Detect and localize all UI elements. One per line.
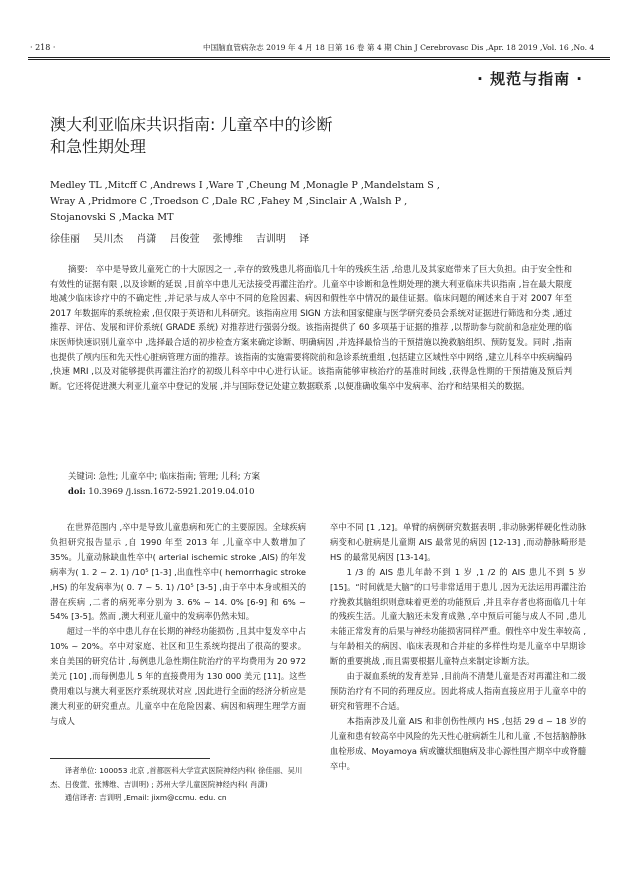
article-title bbox=[50, 114, 450, 158]
abstract bbox=[50, 262, 572, 393]
title-line-1: 澳大利亚临床共识指南: 儿童卒中的诊断 bbox=[50, 115, 333, 134]
keywords-text: 急性; 儿童卒中; 临床指南; 管理; 儿科; 方案 bbox=[98, 471, 261, 481]
doi-label: doi: bbox=[68, 486, 86, 496]
translator-list: 徐佳丽 吴川杰 肖潇 吕俊萱 张博维 吉训明 译 bbox=[50, 234, 310, 245]
footnote-rule bbox=[50, 758, 210, 759]
page-number: · 218 · bbox=[30, 43, 56, 52]
translator-affiliation: 译者单位: 100053 北京 ,首都医科大学宣武医院神经内科( 徐佳丽、吴川杰、吕俊萱、张博维、吉训明) ; 苏州大学儿童医院神经内科( 肖潇) bbox=[50, 766, 303, 789]
abstract-label: 摘要: bbox=[68, 264, 88, 274]
corresponding-translator: 通信译者: 吉训明 ,Email: jixm@ccmu. edu. cn bbox=[64, 793, 227, 803]
body-column-left bbox=[50, 520, 306, 729]
body-paragraph: 由于凝血系统的发育差异 ,目前尚不清楚儿童是否对再灌注和二级预防治疗有不同的药理反应。因此将成人指南直接应用于儿童卒中的研究和管理不合适。 bbox=[330, 671, 586, 711]
body-paragraph: 本指南涉及儿童 AIS 和非创伤性颅内 HS ,包括 29 d ~ 18 岁的儿童和患有较高卒中风险的先天性心脏病新生儿和儿童 ,不包括脑静脉血栓形成、Moyamoya 病或镰状细胞病及非心源性围产期卒中或脊髓卒中。 bbox=[330, 715, 586, 771]
running-header bbox=[30, 40, 610, 56]
body-paragraph: 卒中不同 [1 ,12]。单臂的病例研究数据表明 ,非动脉粥样硬化性动脉病变和心脏病是儿童期 AIS 最常见的病因 [12-13] ,而动静脉畸形是 HS 的最常见病因 [13-14]。 bbox=[330, 522, 586, 562]
header-rule-thin bbox=[28, 59, 610, 60]
body-paragraph: 在世界范围内 ,卒中是导致儿童患病和死亡的主要原因。全球疾病负担研究报告显示 ,自 1990 年至 2013 年 ,儿童卒中人数增加了 35%。儿童动脉缺血性卒中( arterial ischemic stroke ,AIS) 的年发病率为( 1. 2 ~ 2. 1) /10⁵ [1-3] ,出血性卒中( hemorrhagic stroke ,HS) 的年发病率为( 0. 7 ~ 5. 1) /10⁵ [3-5] ,由于卒中本身或相关的潜在疾病 ,二者的病死率分别为 3. 6% ~ 14. 0% [6-9] 和 6% ~ 54% [3-5]。然而 ,澳大利亚儿童中的发病率仍然未知。 bbox=[50, 522, 306, 622]
keywords-label: 关键词: bbox=[68, 471, 96, 481]
doi bbox=[68, 486, 255, 496]
body-column-right bbox=[330, 520, 586, 773]
author-list bbox=[50, 178, 500, 226]
title-line-2: 和急性期处理 bbox=[50, 137, 147, 156]
author-line-3: Stojanovski S ,Macka MT bbox=[50, 212, 174, 223]
header-rule bbox=[28, 57, 610, 58]
section-label: · 规范与指南 · bbox=[477, 70, 583, 88]
footnote bbox=[50, 764, 306, 805]
abstract-text: 卒中是导致儿童死亡的十大原因之一 ,幸存的致残患儿将面临几十年的残疾生活 ,给患儿及其家庭带来了巨大负担。由于安全性和有效性的证据有限 ,以及诊断的延误 ,目前卒中患儿无法接受再灌注治疗。儿童卒中诊断和急性期处理的澳大利亚临床共识指南 ,旨在最大限度地减少临床诊疗中的不确定性 ,并记录与成人卒中不同的危险因素、病因和假性卒中情况的最佳证据。临床问题的阐述来自于对 2007 年至 2017 年数据库的系统检索 ,但仅限于英语和儿科研究。该指南应用 SIGN 方法和国家健康与医学研究委员会系统对证据进行筛选和分类 ,通过推荐、评估、发展和评价系统( GRADE 系统) 对推荐进行强弱分级。该指南提供了 60 多项基于证据的推荐 ,以帮助参与院前和急症处理的临床医师快速识别儿童卒中 ,选择最合适的初步检查方案来确定诊断、明确病因 ,并选择最恰当的干预措施以挽救脑组织、预防复发。同时 ,指南也提供了颅内压和先天性心脏病管理方面的推荐。该指南的实施需要将院前和急诊系统重组 ,包括建立区域性卒中网络 ,建立儿科卒中疾病编码 ,快速 MRI ,以及对能够提供再灌注治疗的初级儿科卒中中心进行认证。该指南能够审核治疗的基准时间线 ,获得急性期的干预措施及预后判断。它还将促进澳大利亚儿童卒中登记的发展 ,并与国际登记处建立数据联系 ,以便准确收集卒中发病率、治疗和结果相关的数据。 bbox=[50, 264, 572, 391]
author-line-2: Wray A ,Pridmore C ,Troedson C ,Dale RC ,Fahey M ,Sinclair A ,Walsh P , bbox=[50, 196, 408, 207]
keywords bbox=[68, 470, 260, 482]
body-paragraph: 超过一半的卒中患儿存在长期的神经功能损伤 ,且其中复发卒中占 10% ~ 20%。卒中对家庭、社区和卫生系统均提出了很高的要求。来自美国的研究估计 ,每例患儿急性期住院治疗的平均费用为 20 972 美元 [10] ,而每例患儿 5 年的直接费用为 130 000 美元 [11]。这些费用难以与澳大利亚医疗系统现状对应 ,因此进行全面的经济分析应是澳大利亚的研究重点。儿童卒中在危险因素、病因和病理生理学方面与成人 bbox=[50, 626, 306, 726]
journal-citation: 中国脑血管病杂志 2019 年 4 月 18 日第 16 卷 第 4 期 Chin J Cerebrovasc Dis ,Apr. 18 2019 ,Vol. 16 ,No. 4 bbox=[203, 43, 595, 52]
body-paragraph: 1 /3 的 AIS 患儿年龄不到 1 岁 ,1 /2 的 AIS 患儿不到 5 岁 [15]。“时间就是大脑”的口号非常适用于患儿 ,因为无法运用再灌注治疗挽救其脑组织则意味着更差的功能预后 ,并且幸存者也将面临几十年的残疾生活。儿童大脑还未发育成熟 ,卒中预后可能与成人不同 ,患儿未能正常发育的后果与神经功能损害同样严重。假性卒中发生率较高 ,与年龄相关的病因、临床表现和合并症的多样性均是儿童卒中早期诊断的重要挑战 ,而且需要根据儿童特点来制定诊断方法。 bbox=[330, 566, 586, 667]
doi-value: 10.3969 /j.issn.1672-5921.2019.04.010 bbox=[88, 486, 255, 496]
author-line-1: Medley TL ,Mitcff C ,Andrews I ,Ware T ,Cheung M ,Monagle P ,Mandelstam S , bbox=[50, 180, 440, 191]
